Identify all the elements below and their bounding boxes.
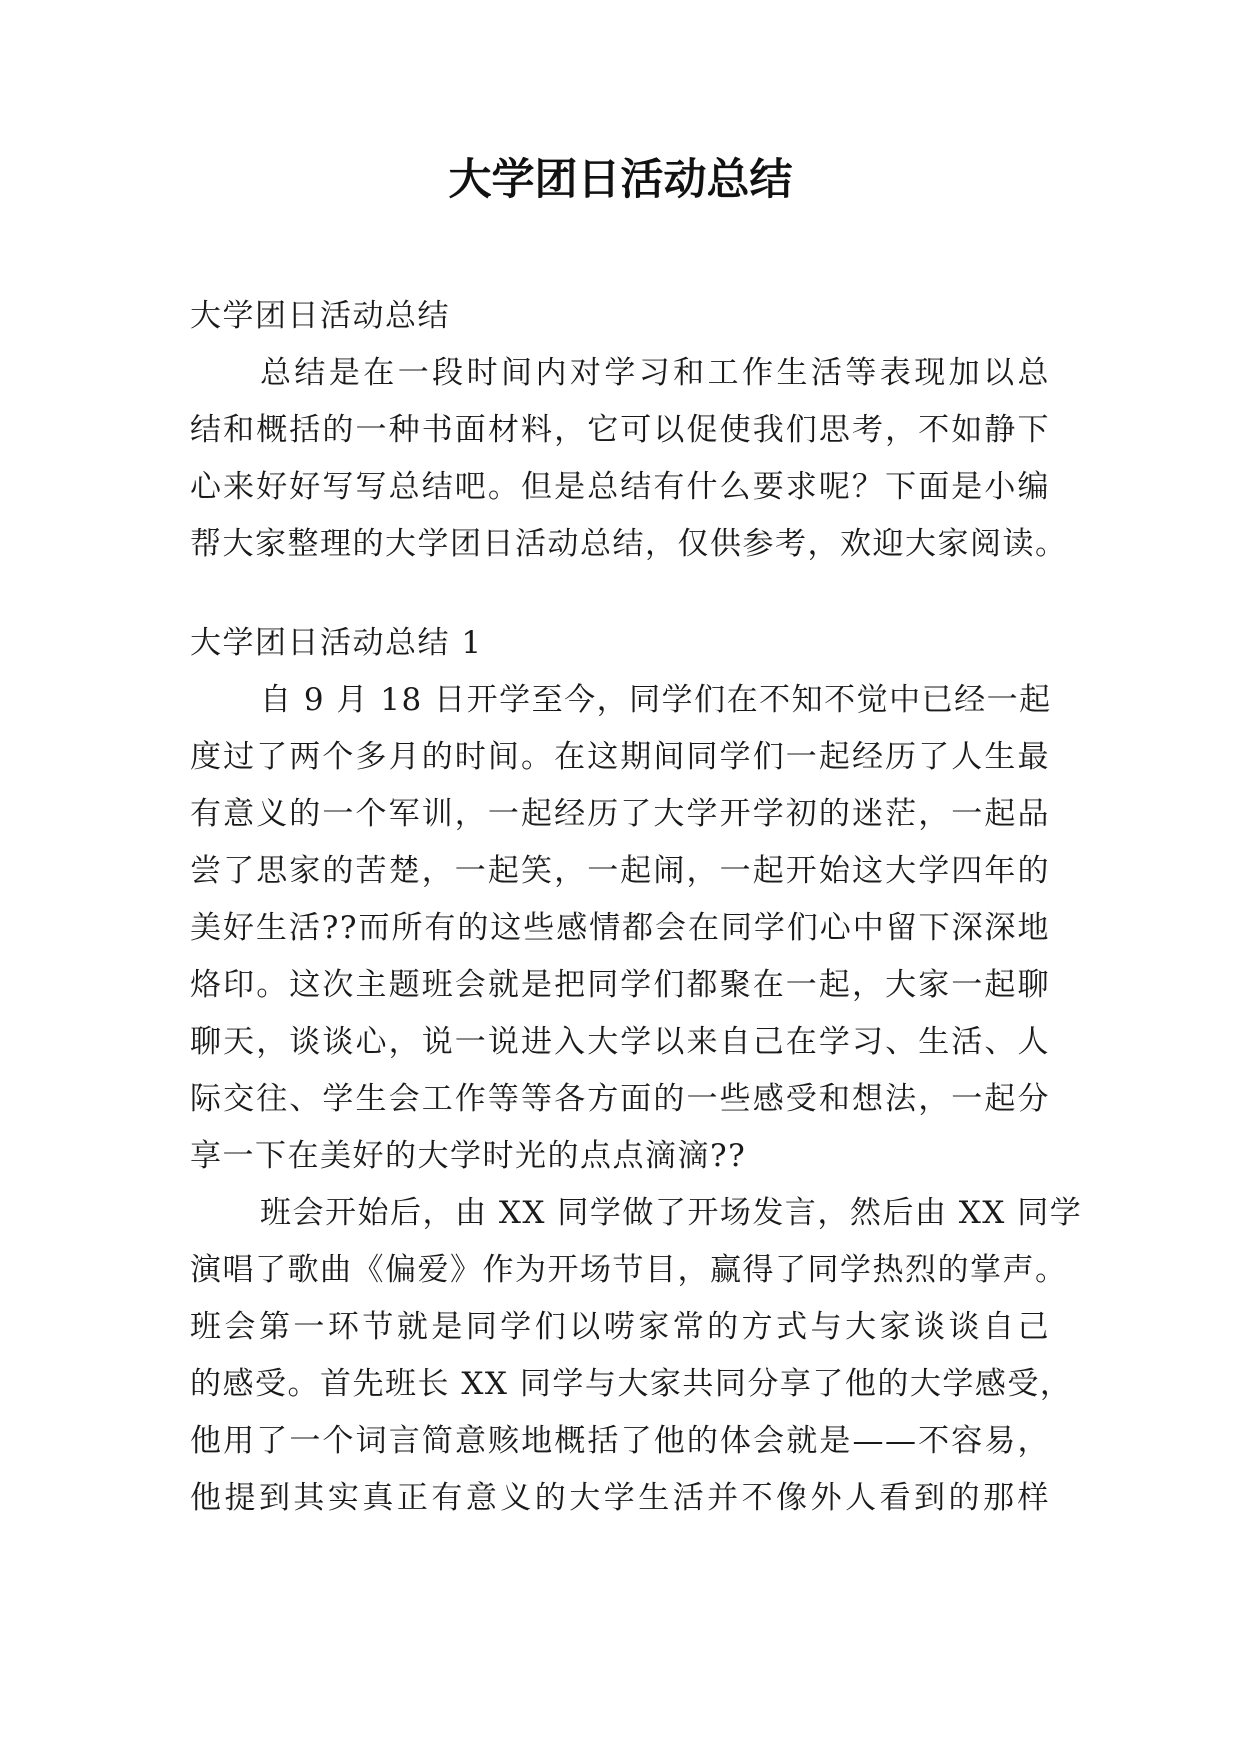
paragraph-line: 他提到其实真正有意义的大学生活并不像外人看到的那样 xyxy=(190,1480,1050,1516)
paragraph-line: 度过了两个多月的时间。在这期间同学们一起经历了人生最 xyxy=(190,739,1050,775)
intro-line: 总结是在一段时间内对学习和工作生活等表现加以总 xyxy=(260,355,1050,391)
paragraph-line: 的感受。首先班长 XX 同学与大家共同分享了他的大学感受， xyxy=(190,1366,1073,1402)
intro-line: 结和概括的一种书面材料，它可以促使我们思考，不如静下 xyxy=(190,412,1050,448)
section-heading: 大学团日活动总结 1 xyxy=(190,625,483,661)
paragraph-line: 演唱了歌曲《偏爱》作为开场节目，赢得了同学热烈的掌声。 xyxy=(190,1252,1068,1288)
intro-line: 帮大家整理的大学团日活动总结，仅供参考，欢迎大家阅读。 xyxy=(190,526,1068,562)
paragraph-line: 有意义的一个军训，一起经历了大学开学初的迷茫，一起品 xyxy=(190,796,1050,832)
paragraph-line: 聊天，谈谈心，说一说进入大学以来自己在学习、生活、人 xyxy=(190,1024,1050,1060)
subtitle: 大学团日活动总结 xyxy=(190,298,450,334)
document-body xyxy=(190,288,1083,1527)
intro-line: 心来好好写写总结吧。但是总结有什么要求呢？下面是小编 xyxy=(190,469,1050,505)
paragraph-line: 他用了一个词言简意赅地概括了他的体会就是——不容易， xyxy=(190,1423,1050,1459)
paragraph-line: 尝了思家的苦楚，一起笑，一起闹，一起开始这大学四年的 xyxy=(190,853,1050,889)
paragraph-line: 享一下在美好的大学时光的点点滴滴?? xyxy=(190,1138,747,1174)
paragraph-gap xyxy=(190,573,1050,615)
paragraph-line: 际交往、学生会工作等等各方面的一些感受和想法，一起分 xyxy=(190,1081,1050,1117)
paragraph-line: 烙印。这次主题班会就是把同学们都聚在一起，大家一起聊 xyxy=(190,967,1050,1003)
paragraph-line: 班会开始后，由 XX 同学做了开场发言，然后由 XX 同学 xyxy=(260,1195,1083,1231)
paragraph-line: 自 9 月 18 日开学至今，同学们在不知不觉中已经一起 xyxy=(260,682,1052,718)
paragraph-line: 班会第一环节就是同学们以唠家常的方式与大家谈谈自己 xyxy=(190,1309,1050,1345)
document-title: 大学团日活动总结 xyxy=(448,155,793,205)
paragraph-line: 美好生活??而所有的这些感情都会在同学们心中留下深深地 xyxy=(190,910,1050,946)
